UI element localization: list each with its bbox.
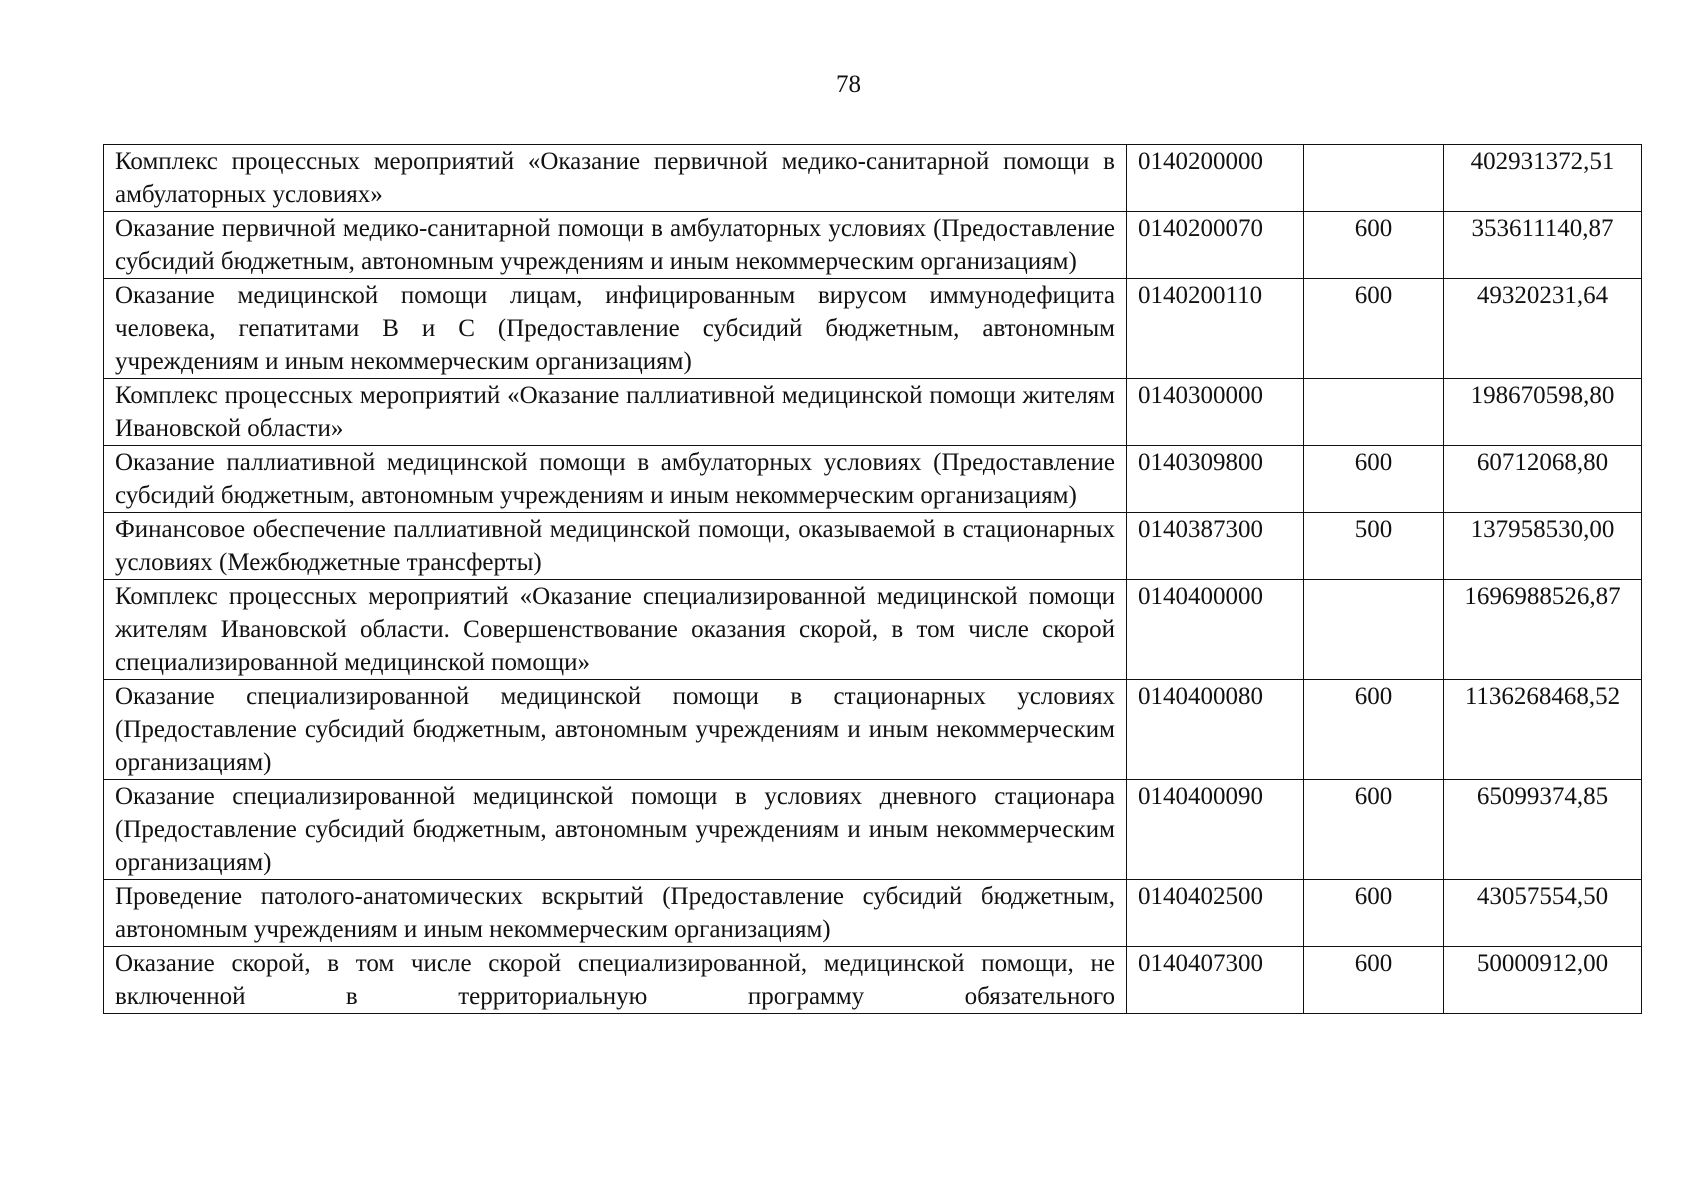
row-amount-cell: 402931372,51 (1444, 145, 1642, 212)
budget-table-body (104, 145, 1642, 1014)
row-code-cell: 0140200110 (1127, 279, 1304, 379)
row-code-cell: 0140387300 (1127, 513, 1304, 580)
row-amount-cell: 50000912,00 (1444, 947, 1642, 1014)
table-row (104, 212, 1642, 279)
row-name-cell: Оказание медицинской помощи лицам, инфицированным вирусом иммунодефицита человека, гепатитами B и C (Предоставление субсидий бюджетным, автономным учреждениям и иным некоммерческим организациям) (104, 279, 1127, 379)
row-code-cell: 0140407300 (1127, 947, 1304, 1014)
row-name-cell: Оказание первичной медико-санитарной помощи в амбулаторных условиях (Предоставление субсидий бюджетным, автономным учреждениям и иным некоммерческим организациям) (104, 212, 1127, 279)
row-type-cell (1304, 145, 1444, 212)
table-row (104, 446, 1642, 513)
row-type-cell: 600 (1304, 880, 1444, 947)
row-code-cell: 0140400080 (1127, 680, 1304, 780)
row-type-cell: 600 (1304, 680, 1444, 780)
table-row (104, 580, 1642, 680)
table-row (104, 880, 1642, 947)
row-name-cell: Комплекс процессных мероприятий «Оказание первичной медико-санитарной помощи в амбулаторных условиях» (104, 145, 1127, 212)
row-code-cell: 0140400000 (1127, 580, 1304, 680)
row-name-cell: Оказание скорой, в том числе скорой специализированной, медицинской помощи, не включенной в территориальную программу обязательного (104, 947, 1127, 1014)
row-name-cell: Оказание паллиативной медицинской помощи в амбулаторных условиях (Предоставление субсидий бюджетным, автономным учреждениям и иным некоммерческим организациям) (104, 446, 1127, 513)
row-type-cell (1304, 379, 1444, 446)
row-amount-cell: 60712068,80 (1444, 446, 1642, 513)
row-amount-cell: 43057554,50 (1444, 880, 1642, 947)
row-name-cell: Оказание специализированной медицинской помощи в стационарных условиях (Предоставление субсидий бюджетным, автономным учреждениям и иным некоммерческим организациям) (104, 680, 1127, 780)
row-name-cell: Оказание специализированной медицинской помощи в условиях дневного стационара (Предоставление субсидий бюджетным, автономным учреждениям и иным некоммерческим организациям) (104, 780, 1127, 880)
row-code-cell: 0140200000 (1127, 145, 1304, 212)
row-type-cell: 500 (1304, 513, 1444, 580)
row-amount-cell: 1136268468,52 (1444, 680, 1642, 780)
table-row (104, 780, 1642, 880)
table-row (104, 513, 1642, 580)
budget-table (103, 144, 1642, 1014)
row-amount-cell: 353611140,87 (1444, 212, 1642, 279)
row-amount-cell: 198670598,80 (1444, 379, 1642, 446)
row-amount-cell: 137958530,00 (1444, 513, 1642, 580)
row-type-cell: 600 (1304, 279, 1444, 379)
row-code-cell: 0140400090 (1127, 780, 1304, 880)
table-row (104, 379, 1642, 446)
row-code-cell: 0140402500 (1127, 880, 1304, 947)
table-row (104, 279, 1642, 379)
row-type-cell: 600 (1304, 446, 1444, 513)
row-name-cell: Комплекс процессных мероприятий «Оказание специализированной медицинской помощи жителям Ивановской области. Совершенствование оказания скорой, в том числе скорой специализированной медицинской помощи» (104, 580, 1127, 680)
row-name-cell: Финансовое обеспечение паллиативной медицинской помощи, оказываемой в стационарных условиях (Межбюджетные трансферты) (104, 513, 1127, 580)
row-amount-cell: 1696988526,87 (1444, 580, 1642, 680)
row-name-cell: Комплекс процессных мероприятий «Оказание паллиативной медицинской помощи жителям Ивановской области» (104, 379, 1127, 446)
table-row (104, 947, 1642, 1014)
row-code-cell: 0140200070 (1127, 212, 1304, 279)
row-name-cell: Проведение патолого-анатомических вскрытий (Предоставление субсидий бюджетным, автономным учреждениям и иным некоммерческим организациям) (104, 880, 1127, 947)
table-row (104, 145, 1642, 212)
row-type-cell: 600 (1304, 212, 1444, 279)
table-row (104, 680, 1642, 780)
row-amount-cell: 49320231,64 (1444, 279, 1642, 379)
row-type-cell: 600 (1304, 947, 1444, 1014)
row-type-cell (1304, 580, 1444, 680)
row-code-cell: 0140300000 (1127, 379, 1304, 446)
row-code-cell: 0140309800 (1127, 446, 1304, 513)
row-type-cell: 600 (1304, 780, 1444, 880)
page-number: 78 (836, 71, 861, 98)
row-amount-cell: 65099374,85 (1444, 780, 1642, 880)
